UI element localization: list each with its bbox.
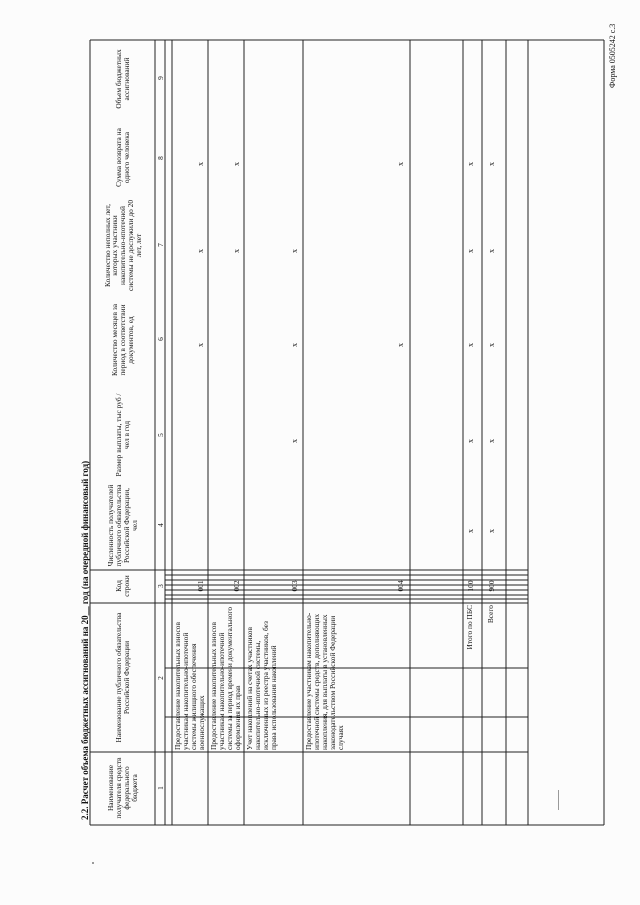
- col-header-payment: Размер выплаты, тыс руб / чел в год: [114, 393, 131, 477]
- section-title: 2.2. Расчет объема бюджетных ассигнований на 20__ год (на очередной финансовый год): [80, 460, 90, 820]
- grand-total-x: x: [487, 249, 496, 253]
- row-003-x-months: x: [290, 343, 299, 347]
- grand-total-x: x: [487, 439, 496, 443]
- total-pbs-x: x: [466, 249, 475, 253]
- row-004-code: 004: [396, 580, 405, 592]
- row-001-code: 001: [196, 580, 205, 592]
- row-003-x-years: x: [290, 249, 299, 253]
- total-pbs-label: Итого по ПБС: [465, 605, 474, 650]
- grand-total-code: 900: [487, 580, 496, 592]
- row-001-name: Предоставление накопительных взносов участникам накопительно-ипотечной системы жилищного обеспечения военнослужащих: [173, 622, 206, 750]
- col-header-refund: Сумма возврата на одного человека: [114, 128, 131, 187]
- col-number: 7: [156, 243, 165, 247]
- row-003-name: Учет накоплений на счетах участников накопительно-ипотечной системы, исключенных из реестра участников, без права использования накоплений: [245, 621, 278, 750]
- row-002-x-refund: x: [232, 162, 241, 166]
- col-header-obligation: Наименование публичного обязательства Российской Федерации: [114, 612, 131, 743]
- col-number: 4: [156, 523, 165, 527]
- col-header-volume: Объем бюджетных ассигнований: [114, 49, 131, 109]
- col-header-code: Код строки: [114, 575, 131, 597]
- row-001-x-refund: x: [196, 162, 205, 166]
- row-001-x-months: x: [196, 343, 205, 347]
- row-003-x-payment: x: [290, 439, 299, 443]
- col-number: 9: [156, 76, 165, 80]
- col-number: 2: [156, 676, 165, 680]
- col-number: 3: [156, 584, 165, 588]
- row-003-code: 003: [290, 580, 299, 592]
- grand-total-x: x: [487, 162, 496, 166]
- total-pbs-x: x: [466, 343, 475, 347]
- grand-total-label: Всего: [486, 605, 495, 624]
- row-002-code: 002: [232, 580, 241, 592]
- total-pbs-x: x: [466, 439, 475, 443]
- col-number: 5: [156, 433, 165, 437]
- grand-total-x: x: [487, 529, 496, 533]
- row-004-x-months: x: [396, 343, 405, 347]
- col-header-months: Количество месяцев за период в соответствии документов, ед: [110, 303, 135, 377]
- col-number: 6: [156, 337, 165, 341]
- row-002-x-years: x: [232, 249, 241, 253]
- grand-total-x: x: [487, 343, 496, 347]
- col-number: 1: [156, 786, 165, 790]
- row-002-name: Предоставление накопительных взносов участникам накопительно-ипотечной системы за период времени документального оформления их прав: [209, 606, 242, 750]
- col-header-count-recipients: Численность получателей публичного обязательства Российской Федерации, чел: [106, 484, 139, 567]
- total-pbs-x: x: [466, 529, 475, 533]
- row-004-x-refund: x: [396, 162, 405, 166]
- total-pbs-code: 100: [466, 580, 475, 592]
- row-004-name: Предоставление участникам накопительно-ипотечной системы средств, дополняющих накопления, для выплаты в установленных законодательством Российской Федерации случаях: [304, 612, 345, 750]
- form-code: Форма 0505242 с.3: [608, 23, 617, 88]
- total-pbs-x: x: [466, 162, 475, 166]
- scan-speck: [92, 862, 94, 864]
- col-number: 8: [156, 156, 165, 160]
- scan-speck: [558, 790, 559, 810]
- col-header-recipient: Наименование получателя средств федерального бюджета: [106, 757, 139, 819]
- row-001-x-years: x: [196, 249, 205, 253]
- col-header-years: Количество неполных лет, которых участники накопительно-ипотечной системы не дослужили до 20 лет, лет: [102, 199, 143, 292]
